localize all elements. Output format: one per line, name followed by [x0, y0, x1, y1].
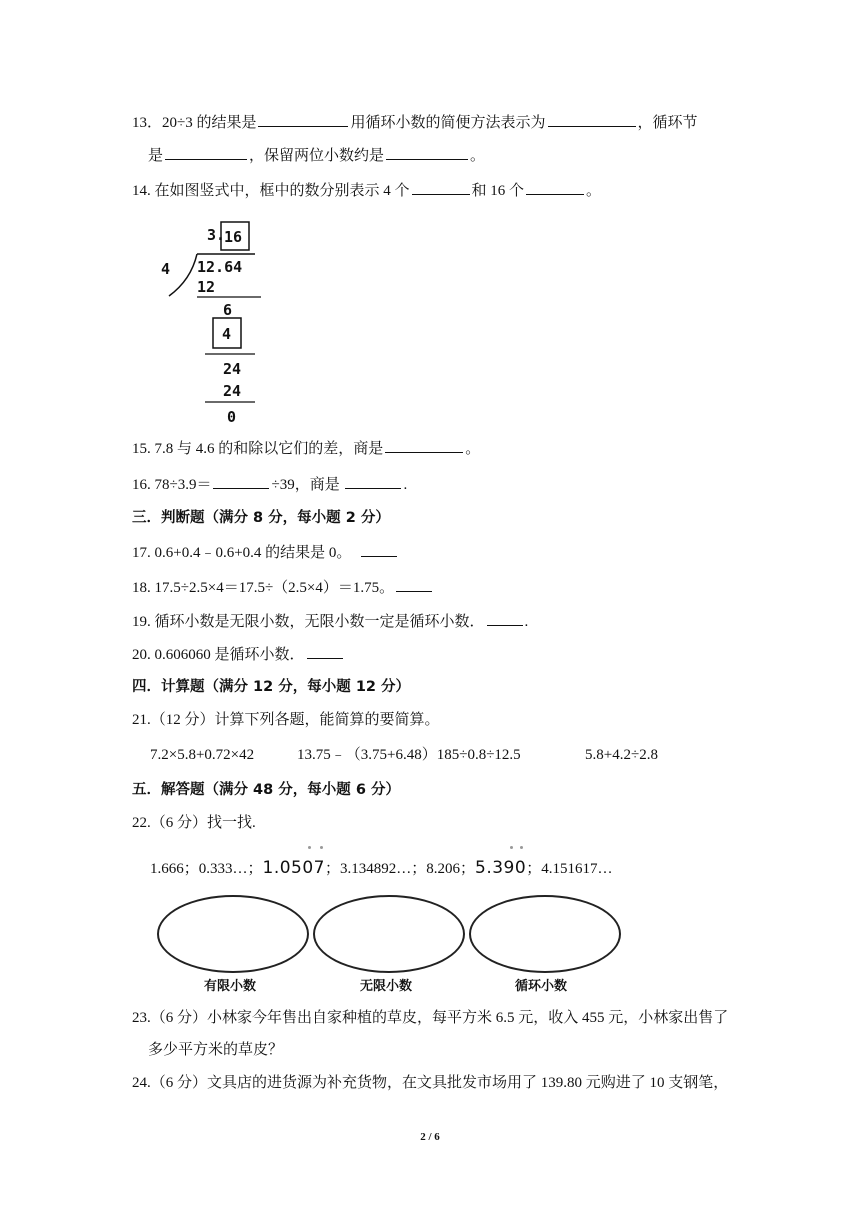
- ellipse-finite[interactable]: [157, 895, 309, 973]
- q22-num-1: 1.666；0.333…；: [150, 861, 263, 877]
- q14-blank-2[interactable]: [526, 180, 584, 195]
- q15-blank[interactable]: [385, 438, 463, 453]
- q16-blank-2[interactable]: [345, 474, 401, 489]
- q21-text: 21.（12 分）计算下列各题，能简算的要简算。: [132, 712, 440, 728]
- section-4-title: 四．计算题（满分 12 分，每小题 12 分）: [132, 679, 411, 695]
- repeat-dot: [308, 846, 311, 849]
- quotient-boxed: 16: [224, 228, 243, 246]
- division-lines: [155, 218, 275, 428]
- q19-blank[interactable]: [487, 611, 523, 626]
- repeat-dot: [510, 846, 513, 849]
- q18-text: 18. 17.5÷2.5×4＝17.5÷（2.5×4）＝1.75。: [132, 577, 434, 598]
- q21-expr-3: 5.8+4.2÷2.8: [585, 747, 658, 763]
- section-3-title: 三．判断题（满分 8 分，每小题 2 分）: [132, 510, 390, 526]
- dividend: 12.64: [197, 258, 243, 276]
- label-repeating: 循环小数: [515, 979, 568, 994]
- step-3: 24: [223, 360, 242, 378]
- q14-blank-1[interactable]: [412, 180, 470, 195]
- q13-number: 13: [132, 115, 147, 131]
- boxed-mid: 4: [222, 325, 232, 343]
- q24-line1: 24.（6 分）文具店的进货源为补充货物，在文具批发市场用了 139.80 元购进了 10 支钢笔，: [132, 1075, 729, 1091]
- q22-num-3: ；3.134892…；8.206；: [325, 861, 476, 877]
- q23-line1: 23.（6 分）小林家今年售出自家种植的草皮，每平方米 6.5 元，收入 455 元，小林家出售了: [132, 1010, 729, 1026]
- page-number: 2 / 6: [420, 1131, 440, 1143]
- q22-num-4: 5.390: [475, 858, 527, 878]
- q13-blank-4[interactable]: [386, 145, 468, 160]
- label-finite: 有限小数: [204, 979, 257, 994]
- q13-line1: 13．20÷3 的结果是 用循环小数的简便方法表示为 ，循环节: [132, 112, 698, 133]
- step-1: 12: [197, 278, 216, 296]
- q22-numbers: [150, 858, 612, 879]
- q20-blank[interactable]: [307, 644, 343, 659]
- q14-text: 14. 在如图竖式中，框中的数分别表示 4 个 和 16 个 。: [132, 180, 601, 201]
- q15-text: 15. 7.8 与 4.6 的和除以它们的差，商是 。: [132, 438, 480, 459]
- step-4: 24: [223, 382, 242, 400]
- step-2: 6: [223, 301, 233, 319]
- q13-blank-3[interactable]: [165, 145, 247, 160]
- ellipse-repeating[interactable]: [469, 895, 621, 973]
- repeat-dot: [520, 846, 523, 849]
- q23-line2: 多少平方米的草皮？: [148, 1042, 284, 1058]
- repeat-dot: [320, 846, 323, 849]
- q13-blank-2[interactable]: [548, 112, 636, 127]
- ellipse-infinite[interactable]: [313, 895, 465, 973]
- q16-blank-1[interactable]: [213, 474, 269, 489]
- q18-blank[interactable]: [396, 577, 432, 592]
- q16-text: 16. 78÷3.9＝ ÷39，商是 .: [132, 474, 407, 495]
- q22-num-5: ；4.151617…: [526, 861, 613, 877]
- q13-blank-1[interactable]: [258, 112, 348, 127]
- q13-line2: 是 ，保留两位小数约是 。: [148, 145, 485, 166]
- q17-blank[interactable]: [361, 542, 397, 557]
- q22-text: 22.（6 分）找一找.: [132, 815, 256, 831]
- remainder: 0: [227, 408, 237, 426]
- q22-num-2: 1.0507: [262, 858, 325, 878]
- division-bracket: [169, 254, 197, 296]
- divisor: 4: [161, 260, 171, 278]
- long-division-figure: [155, 218, 275, 428]
- q19-text: 19. 循环小数是无限小数，无限小数一定是循环小数． .: [132, 611, 528, 632]
- q20-text: 20. 0.606060 是循环小数．: [132, 644, 345, 665]
- q21-expr-2: 13.75﹣（3.75+6.48）185÷0.8÷12.5: [297, 747, 521, 763]
- q17-text: 17. 0.6+0.4﹣0.6+0.4 的结果是 0。: [132, 542, 399, 563]
- label-infinite: 无限小数: [360, 979, 413, 994]
- section-5-title: 五．解答题（满分 48 分，每小题 6 分）: [132, 782, 400, 798]
- q21-expr-1: 7.2×5.8+0.72×42: [150, 747, 255, 763]
- quotient-digit: 3.: [207, 226, 226, 244]
